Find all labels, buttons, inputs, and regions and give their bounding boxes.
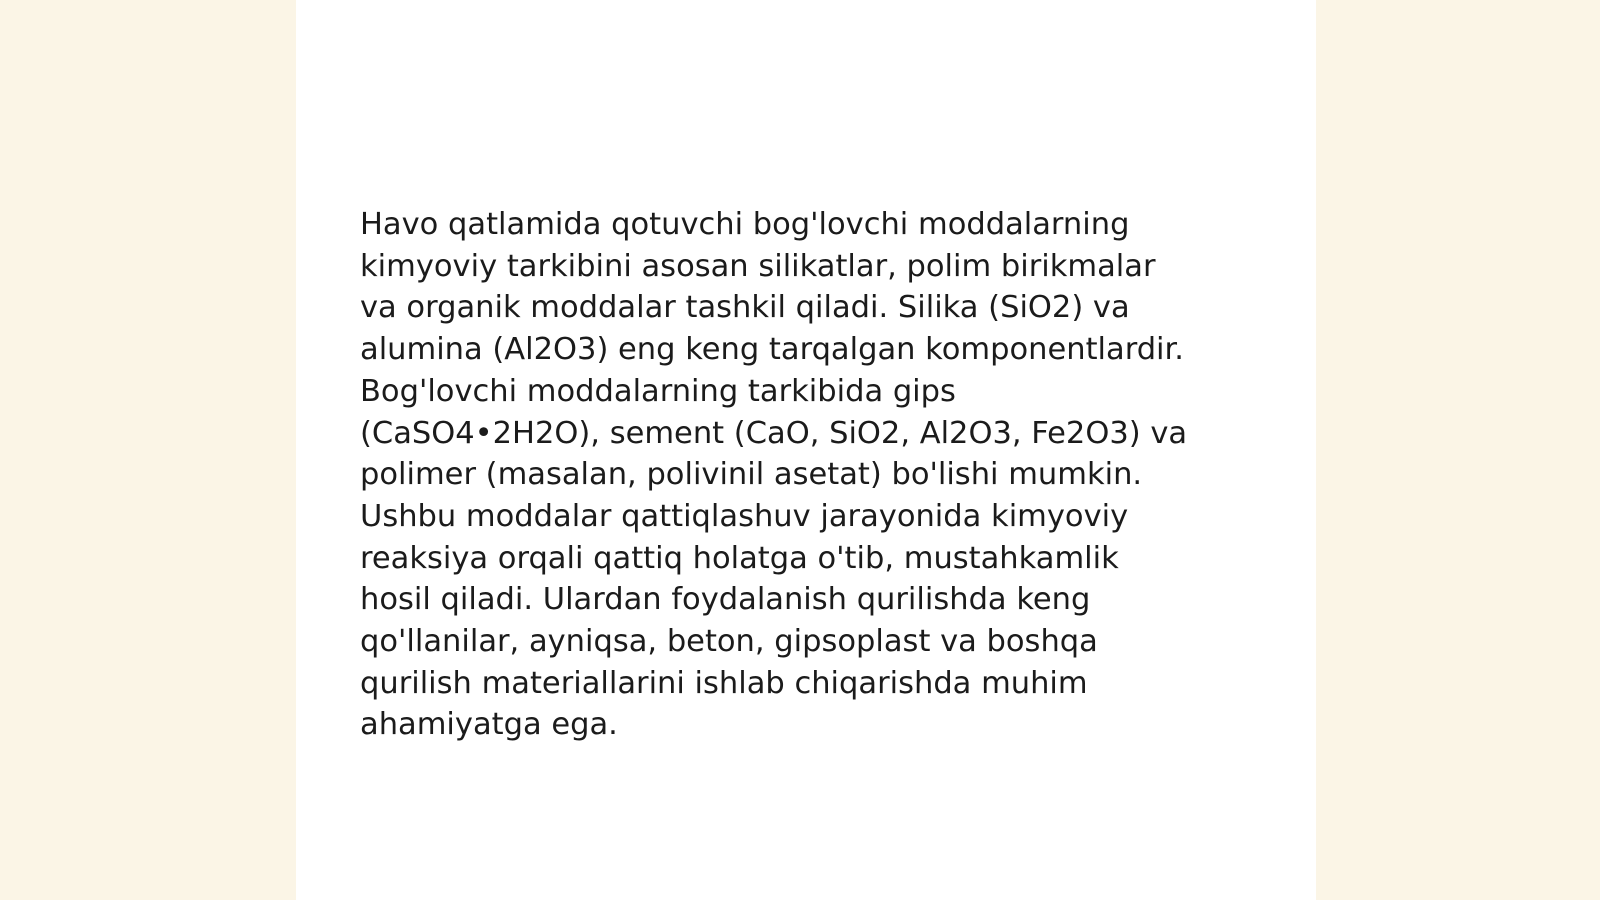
text-line: Bog'lovchi moddalarning tarkibida gips: [360, 373, 956, 409]
text-line: ahamiyatga ega.: [360, 707, 618, 743]
text-line: hosil qiladi. Ulardan foydalanish qurilishda keng: [360, 582, 1091, 618]
text-line: va organik moddalar tashkil qiladi. Silika (SiO2) va: [360, 290, 1130, 326]
left-margin: [0, 0, 296, 900]
text-line: Havo qatlamida qotuvchi bog'lovchi moddalarning: [360, 207, 1130, 242]
text-line: polimer (masalan, polivinil asetat) bo'lishi mumkin.: [360, 457, 1143, 493]
text-line: reaksiya orqali qattiq holatga o'tib, mustahkamlik: [360, 540, 1119, 576]
text-line: qurilish materiallarini ishlab chiqarishda muhim: [360, 665, 1088, 701]
text-line: (CaSO4•2H2O), sement (CaO, SiO2, Al2O3, Fe2O3) va: [360, 415, 1188, 451]
right-margin: [1316, 0, 1600, 900]
text-line: qo'llanilar, ayniqsa, beton, gipsoplast va boshqa: [360, 624, 1098, 660]
text-line: Ushbu moddalar qattiqlashuv jarayonida kimyoviy: [360, 498, 1129, 534]
text-line: kimyoviy tarkibini asosan silikatlar, polim birikmalar: [360, 248, 1156, 284]
slide: [296, 0, 1316, 900]
slide-body-text: [360, 204, 1260, 746]
text-line: alumina (Al2O3) eng keng tarqalgan komponentlardir.: [360, 332, 1184, 368]
